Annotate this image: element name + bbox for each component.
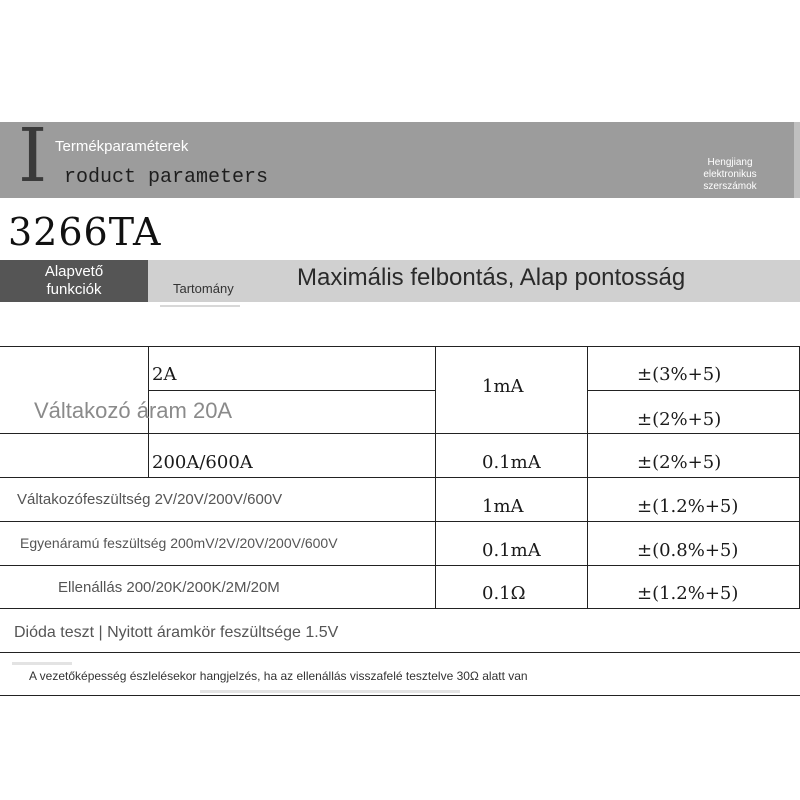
- header-subtitle-hu: Termékparaméterek: [55, 138, 189, 155]
- ac-voltage-accuracy: ±(1.2%+5): [637, 496, 739, 517]
- basic-functions-label: Alapvető funkciók: [0, 260, 148, 302]
- ac-voltage-resolution: 1mA: [482, 496, 524, 517]
- model-title: 3266TA: [8, 210, 162, 254]
- ac-current-accuracy-3: ±(2%+5): [637, 452, 722, 473]
- ac-current-range-200a: 200A/600A: [152, 452, 253, 473]
- dc-voltage-label: Egyenáramú feszültség 200mV/2V/20V/200V/600V: [20, 535, 338, 551]
- ac-current-resolution-200a: 0.1mA: [482, 452, 541, 473]
- resistance-resolution: 0.1Ω: [482, 583, 526, 604]
- resistance-accuracy: ±(1.2%+5): [637, 583, 739, 604]
- ac-current-resolution-2a: 1mA: [482, 376, 524, 397]
- faded-overlay: [200, 690, 460, 693]
- dc-voltage-accuracy: ±(0.8%+5): [637, 540, 739, 561]
- divider: [160, 305, 240, 307]
- brand-label: Hengjiang elektronikus szerszámok: [703, 157, 757, 192]
- dc-voltage-resolution: 0.1mA: [482, 540, 541, 561]
- continuity-text: A vezetőképesség észlelésekor hangjelzés, ha az ellenállás visszafelé tesztelve 30Ω alatt van: [29, 669, 528, 683]
- header-subtitle-en: roduct parameters: [64, 166, 269, 189]
- diode-test-text: Dióda teszt | Nyitott áramkör feszültsége 1.5V: [14, 624, 339, 641]
- range-label: Tartomány: [173, 281, 234, 296]
- ac-voltage-label: Váltakozófeszültség 2V/20V/200V/600V: [17, 491, 283, 508]
- ac-current-accuracy-2: ±(2%+5): [637, 409, 722, 430]
- faded-overlay: [12, 662, 72, 665]
- ac-current-label: Váltakozó áram 20A: [34, 398, 233, 423]
- resistance-label: Ellenállás 200/20K/200K/2M/20M: [58, 579, 280, 596]
- resolution-accuracy-label: Maximális felbontás, Alap pontosság: [297, 264, 686, 291]
- header-initial: I: [18, 113, 48, 199]
- ac-current-range-2a: 2A: [152, 364, 177, 385]
- ac-current-accuracy-1: ±(3%+5): [637, 364, 722, 385]
